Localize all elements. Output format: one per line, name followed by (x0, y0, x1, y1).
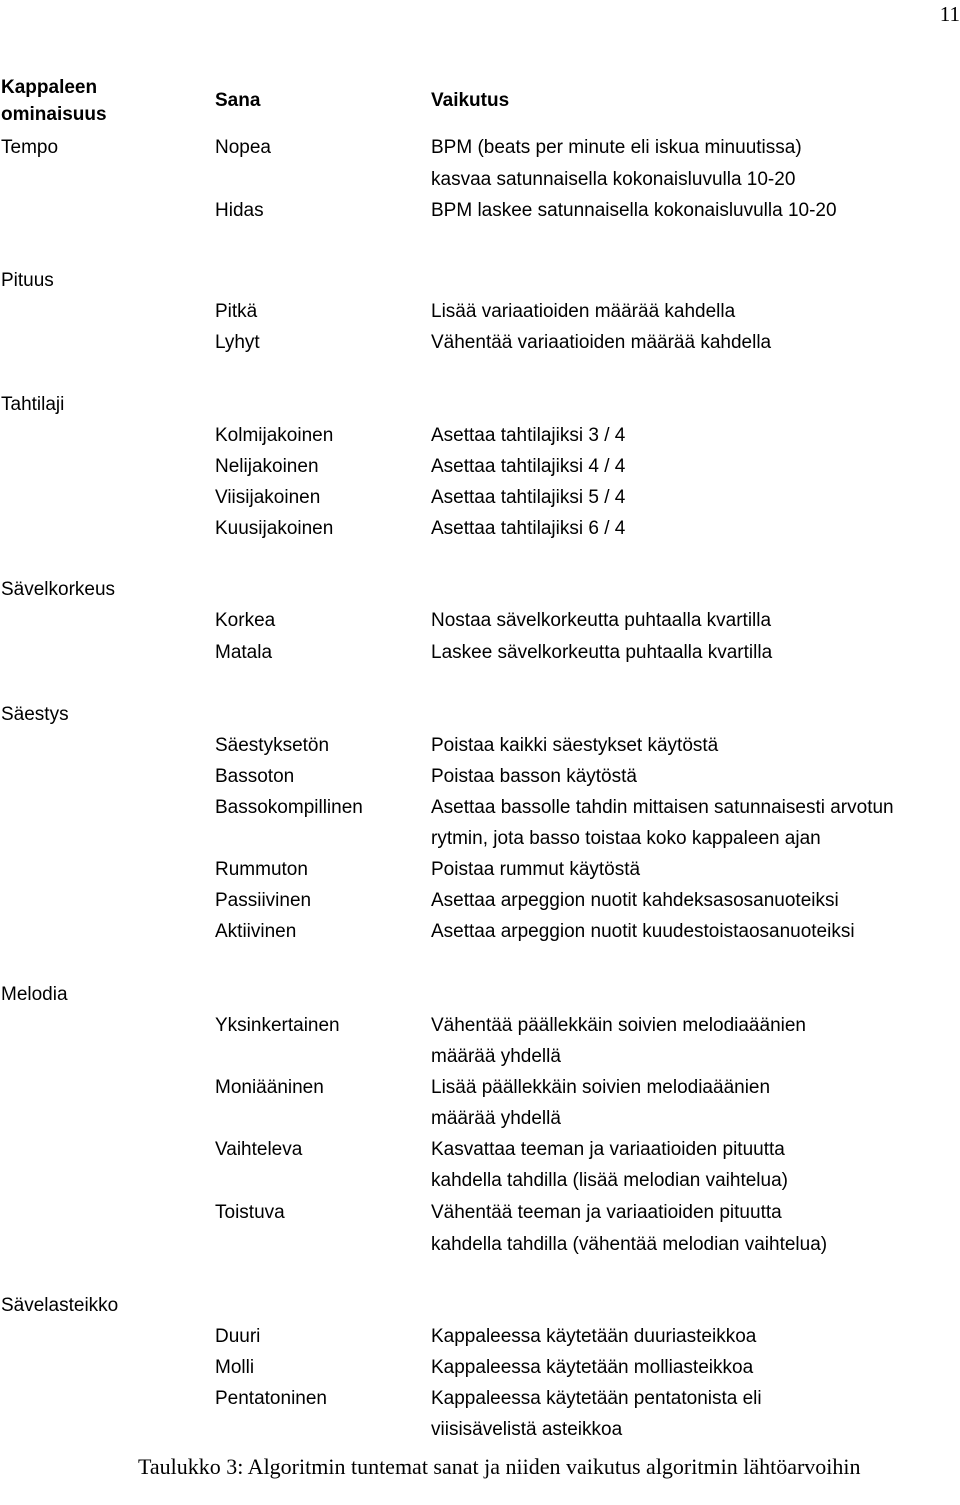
word-rummuton: Rummuton (215, 859, 308, 880)
word-lyhyt: Lyhyt (215, 332, 260, 353)
effect-yksinkertainen-line2: määrää yhdellä (431, 1046, 561, 1067)
category-pituus: Pituus (1, 270, 54, 291)
page-number: 11 (939, 2, 960, 26)
word-molli: Molli (215, 1357, 255, 1378)
effect-vaihteleva-line1: Kasvattaa teeman ja variaatioiden pituutta (431, 1139, 785, 1160)
word-bassokompillinen: Bassokompillinen (215, 797, 363, 818)
word-hidas: Hidas (215, 200, 264, 221)
word-viisijakoinen: Viisijakoinen (215, 487, 321, 508)
category-tempo: Tempo (1, 137, 59, 158)
word-korkea: Korkea (215, 610, 276, 631)
word-passiivinen: Passiivinen (215, 890, 312, 911)
effect-kuusijakoinen: Asettaa tahtilajiksi 6 / 4 (431, 518, 626, 539)
effect-molli: Kappaleessa käytetään molliasteikkoa (431, 1357, 754, 1378)
effect-nopea-line1: BPM (beats per minute eli iskua minuutissa) (431, 137, 802, 158)
header-word: Sana (215, 90, 261, 111)
word-toistuva: Toistuva (215, 1202, 285, 1223)
category-tahtilaji: Tahtilaji (1, 394, 65, 415)
effect-korkea: Nostaa sävelkorkeutta puhtaalla kvartilla (431, 610, 772, 631)
effect-toistuva-line2: kahdella tahdilla (vähentää melodian vaihtelua) (431, 1234, 828, 1255)
effect-toistuva-line1: Vähentää teeman ja variaatioiden pituutta (431, 1202, 782, 1223)
effect-pentatoninen-line2: viisisävelistä asteikkoa (431, 1419, 623, 1440)
effect-lyhyt: Vähentää variaatioiden määrää kahdella (431, 332, 772, 353)
word-kolmijakoinen: Kolmijakoinen (215, 425, 334, 446)
word-matala: Matala (215, 642, 273, 663)
effect-duuri: Kappaleessa käytetään duuriasteikkoa (431, 1326, 757, 1347)
word-bassoton: Bassoton (215, 766, 295, 787)
effect-viisijakoinen: Asettaa tahtilajiksi 5 / 4 (431, 487, 626, 508)
effect-bassoton: Poistaa basson käytöstä (431, 766, 637, 787)
effect-pentatoninen-line1: Kappaleessa käytetään pentatonista eli (431, 1388, 762, 1409)
word-aktiivinen: Aktiivinen (215, 921, 297, 942)
effect-moniaaninen-line2: määrää yhdellä (431, 1108, 561, 1129)
header-property-line2: ominaisuus (1, 104, 107, 125)
effect-hidas: BPM laskee satunnaisella kokonaisluvulla 10-20 (431, 200, 837, 221)
effect-nelijakoinen: Asettaa tahtilajiksi 4 / 4 (431, 456, 626, 477)
effect-pitka: Lisää variaatioiden määrää kahdella (431, 301, 736, 322)
category-saestys: Säestys (1, 704, 69, 725)
word-vaihteleva: Vaihteleva (215, 1139, 303, 1160)
word-nopea: Nopea (215, 137, 271, 158)
effect-matala: Laskee sävelkorkeutta puhtaalla kvartilla (431, 642, 773, 663)
word-duuri: Duuri (215, 1326, 261, 1347)
effect-aktiivinen: Asettaa arpeggion nuotit kuudestoistaosanuoteiksi (431, 921, 855, 942)
word-pentatoninen: Pentatoninen (215, 1388, 327, 1409)
effect-yksinkertainen-line1: Vähentää päällekkäin soivien melodiaäänien (431, 1015, 806, 1036)
effect-nopea-line2: kasvaa satunnaisella kokonaisluvulla 10-20 (431, 169, 796, 190)
word-kuusijakoinen: Kuusijakoinen (215, 518, 334, 539)
effect-passiivinen: Asettaa arpeggion nuotit kahdeksasosanuoteiksi (431, 890, 839, 911)
word-nelijakoinen: Nelijakoinen (215, 456, 319, 477)
word-yksinkertainen: Yksinkertainen (215, 1015, 340, 1036)
word-saestykseton: Säestyksetön (215, 735, 330, 756)
effect-kolmijakoinen: Asettaa tahtilajiksi 3 / 4 (431, 425, 626, 446)
header-property-line1: Kappaleen (1, 77, 98, 98)
effect-vaihteleva-line2: kahdella tahdilla (lisää melodian vaihtelua) (431, 1170, 788, 1191)
category-melodia: Melodia (1, 984, 68, 1005)
effect-saestykseton: Poistaa kaikki säestykset käytöstä (431, 735, 719, 756)
category-savelkorkeus: Sävelkorkeus (1, 579, 116, 600)
table-caption: Taulukko 3: Algoritmin tuntemat sanat ja niiden vaikutus algoritmin lähtöarvoihin (138, 1454, 861, 1479)
effect-moniaaninen-line1: Lisää päällekkäin soivien melodiaäänien (431, 1077, 771, 1098)
header-effect: Vaikutus (431, 90, 510, 111)
effect-rummuton: Poistaa rummut käytöstä (431, 859, 641, 880)
word-moniaaninen: Moniääninen (215, 1077, 324, 1098)
effect-bassokompillinen-line2: rytmin, jota basso toistaa koko kappaleen ajan (431, 828, 821, 849)
category-savelasteikko: Sävelasteikko (1, 1295, 119, 1316)
effect-bassokompillinen-line1: Asettaa bassolle tahdin mittaisen satunnaisesti arvotun (431, 797, 894, 818)
word-pitka: Pitkä (215, 301, 258, 322)
